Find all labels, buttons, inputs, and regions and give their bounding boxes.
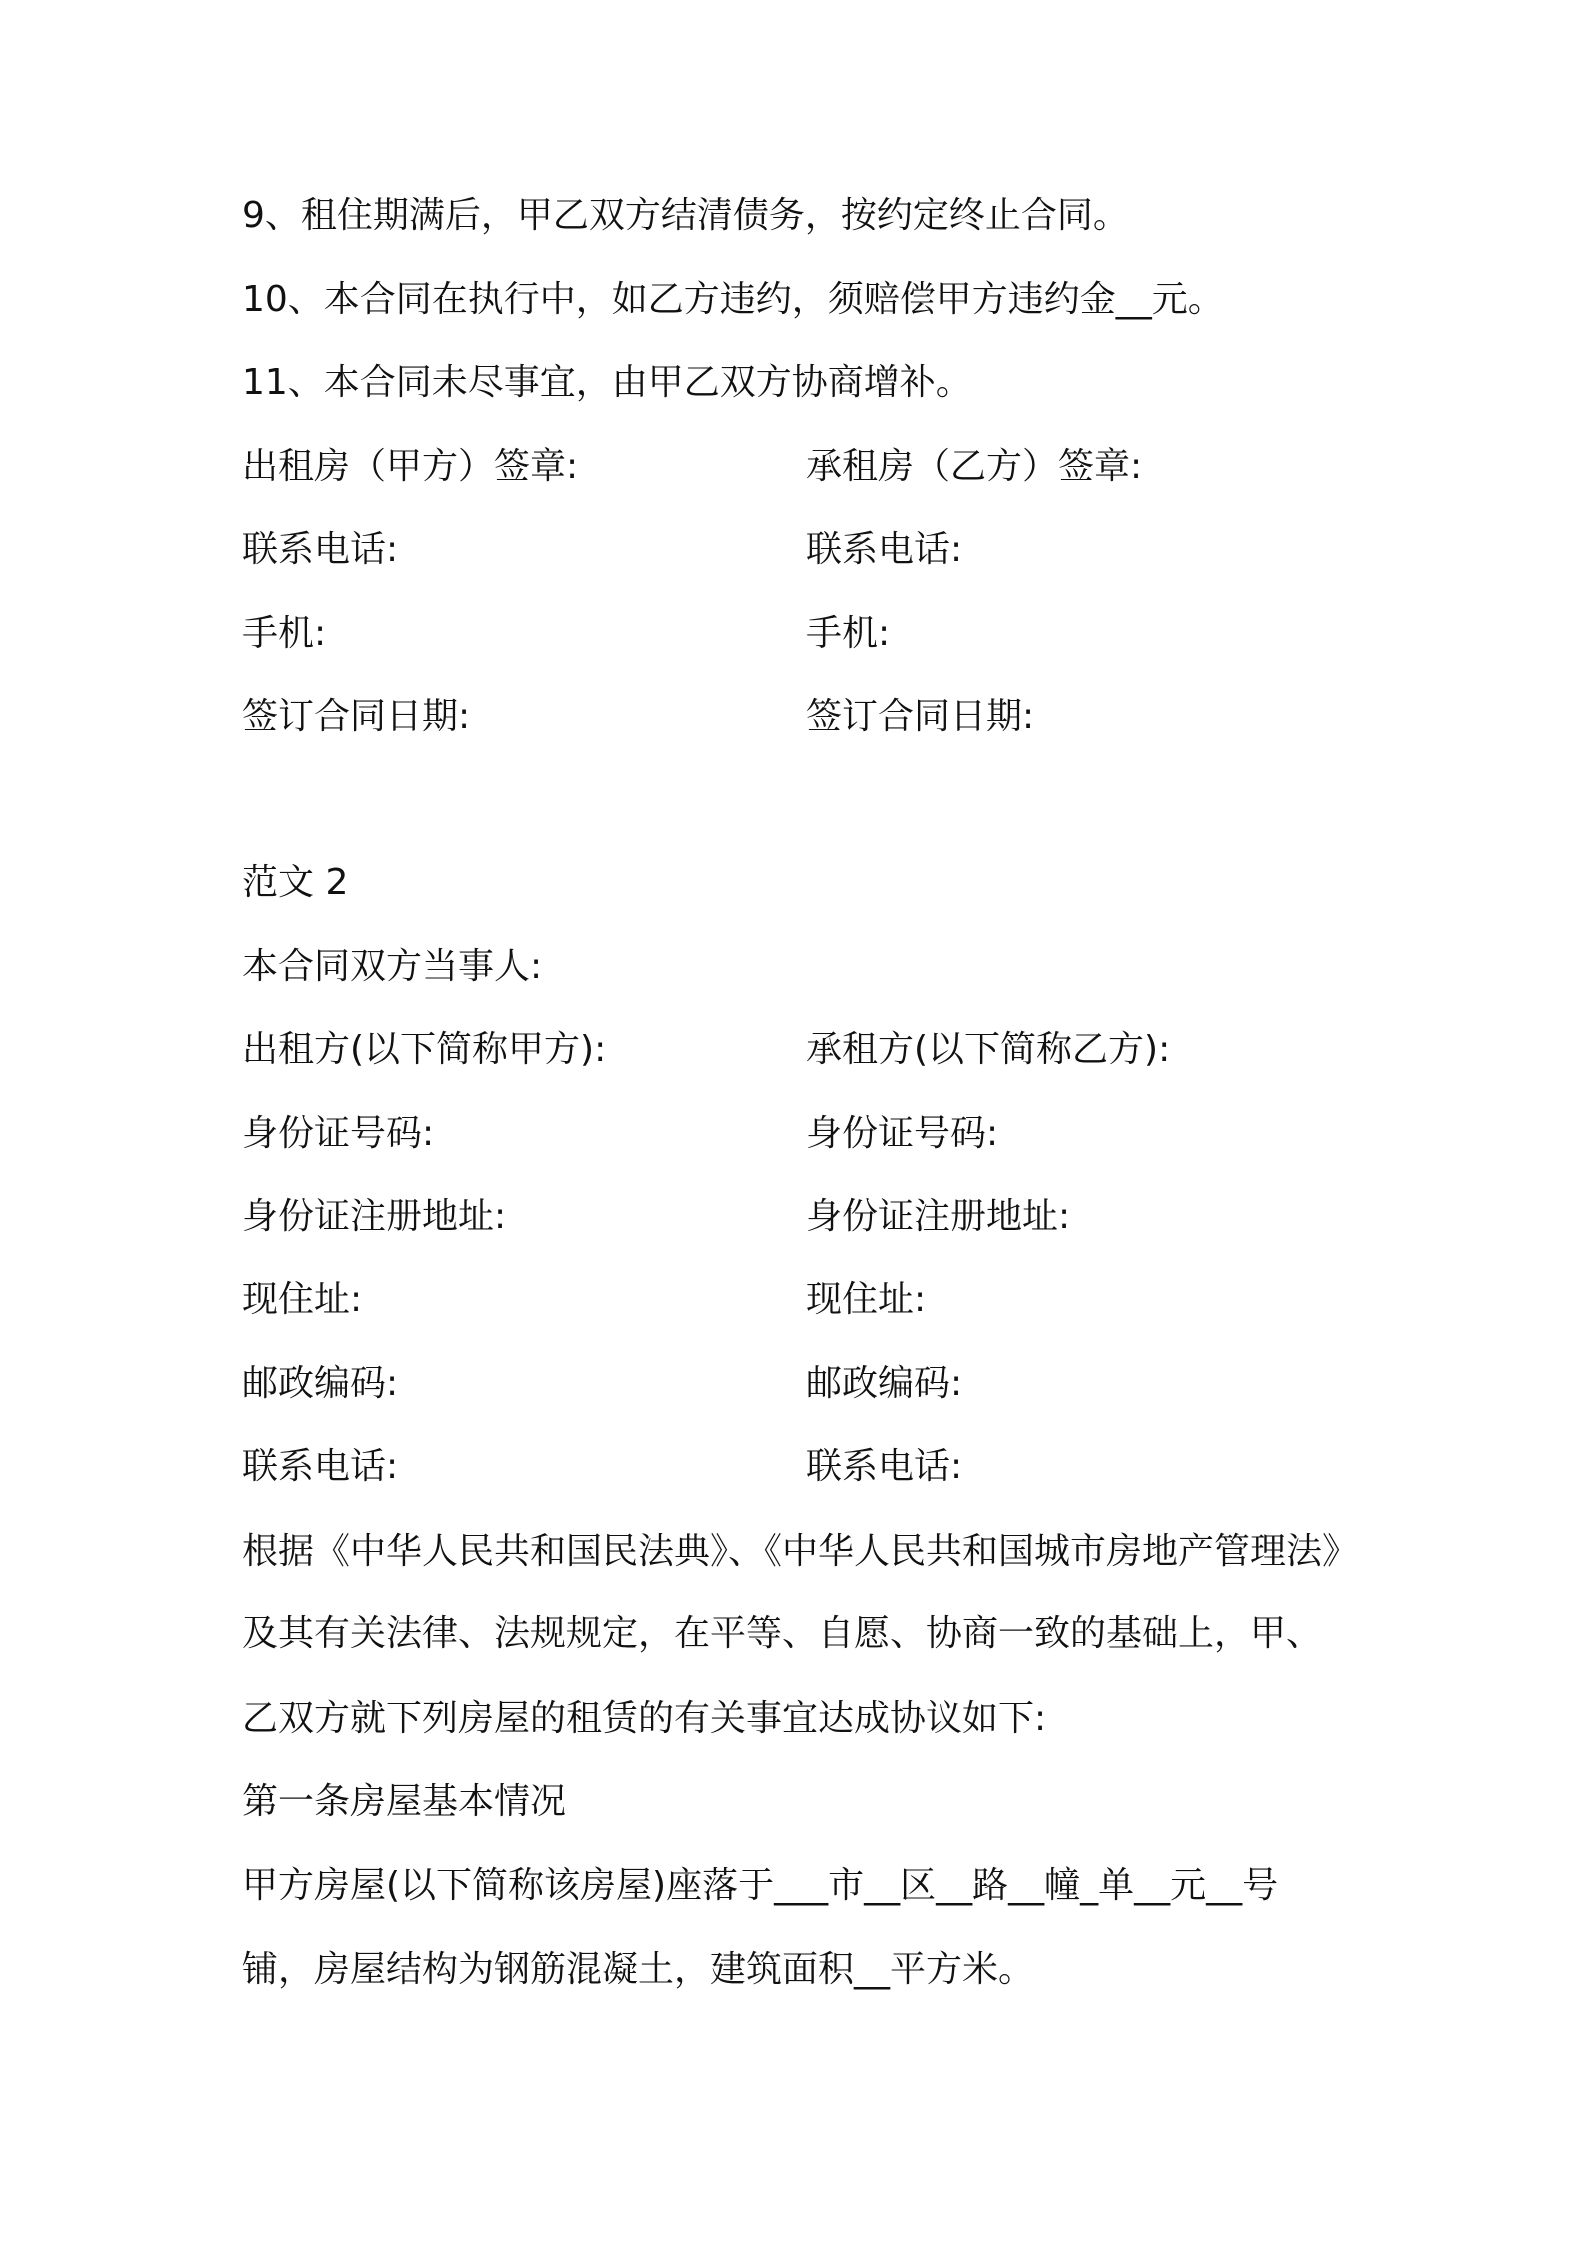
tenant-mobile-label: 手机:: [806, 613, 891, 654]
tenant-id-label: 身份证号码:: [806, 1113, 999, 1154]
landlord-current-address-label: 现住址:: [242, 1279, 363, 1320]
signature-row: [242, 447, 1362, 487]
landlord-postcode-label: 邮政编码:: [242, 1363, 399, 1404]
signature-phone-row: [242, 530, 1362, 570]
tenant-phone-label: 联系电话:: [806, 529, 963, 570]
article1-body-line-1: 甲方房屋(以下简称该房屋)座落于___市__区__路__幢_单__元__号: [242, 1865, 1279, 1906]
landlord-mobile-label: 手机:: [242, 613, 327, 654]
preamble-line-3: 乙双方就下列房屋的租赁的有关事宜达成协议如下:: [242, 1698, 1047, 1739]
tenant-phone-label-2: 联系电话:: [806, 1446, 963, 1487]
article1-title: 第一条房屋基本情况: [242, 1781, 567, 1822]
party-row-postcode: [242, 1364, 1362, 1404]
party-row-name: [242, 1030, 1362, 1070]
signature-mobile-row: [242, 614, 1362, 654]
party-row-id: [242, 1114, 1362, 1154]
signature-date-row: [242, 697, 1362, 737]
party-row-id-address: [242, 1197, 1362, 1237]
preamble-line-1: 根据《中华人民共和国民法典》、《中华人民共和国城市房地产管理法》: [242, 1531, 1359, 1572]
document-page: [242, 196, 1362, 1990]
clause-9: 9、租住期满后，甲乙双方结清债务，按约定终止合同。: [242, 195, 1129, 236]
article1-body-line-2: 铺，房屋结构为钢筋混凝土，建筑面积__平方米。: [242, 1949, 1035, 1990]
party-row-phone: [242, 1447, 1362, 1487]
clause-10: 10、本合同在执行中，如乙方违约，须赔偿甲方违约金__元。: [242, 279, 1224, 320]
tenant-current-address-label: 现住址:: [806, 1279, 927, 1320]
parties-intro: 本合同双方当事人:: [242, 946, 543, 987]
tenant-signature-label: 承租房（乙方）签章:: [806, 446, 1143, 487]
landlord-signature-label: 出租房（甲方）签章:: [242, 446, 579, 487]
clause-11: 11、本合同未尽事宜，由甲乙双方协商增补。: [242, 362, 972, 403]
landlord-phone-label-2: 联系电话:: [242, 1446, 399, 1487]
tenant-id-address-label: 身份证注册地址:: [806, 1196, 1071, 1237]
landlord-id-label: 身份证号码:: [242, 1113, 435, 1154]
tenant-date-label: 签订合同日期:: [806, 696, 1035, 737]
landlord-date-label: 签订合同日期:: [242, 696, 471, 737]
sample2-heading: 范文 2: [242, 862, 349, 903]
landlord-phone-label: 联系电话:: [242, 529, 399, 570]
party-row-current-address: [242, 1280, 1362, 1320]
landlord-name-label: 出租方(以下简称甲方):: [242, 1029, 607, 1070]
preamble-line-2: 及其有关法律、法规规定，在平等、自愿、协商一致的基础上，甲、: [242, 1613, 1323, 1654]
landlord-id-address-label: 身份证注册地址:: [242, 1196, 507, 1237]
tenant-postcode-label: 邮政编码:: [806, 1363, 963, 1404]
tenant-name-label: 承租方(以下简称乙方):: [806, 1029, 1171, 1070]
